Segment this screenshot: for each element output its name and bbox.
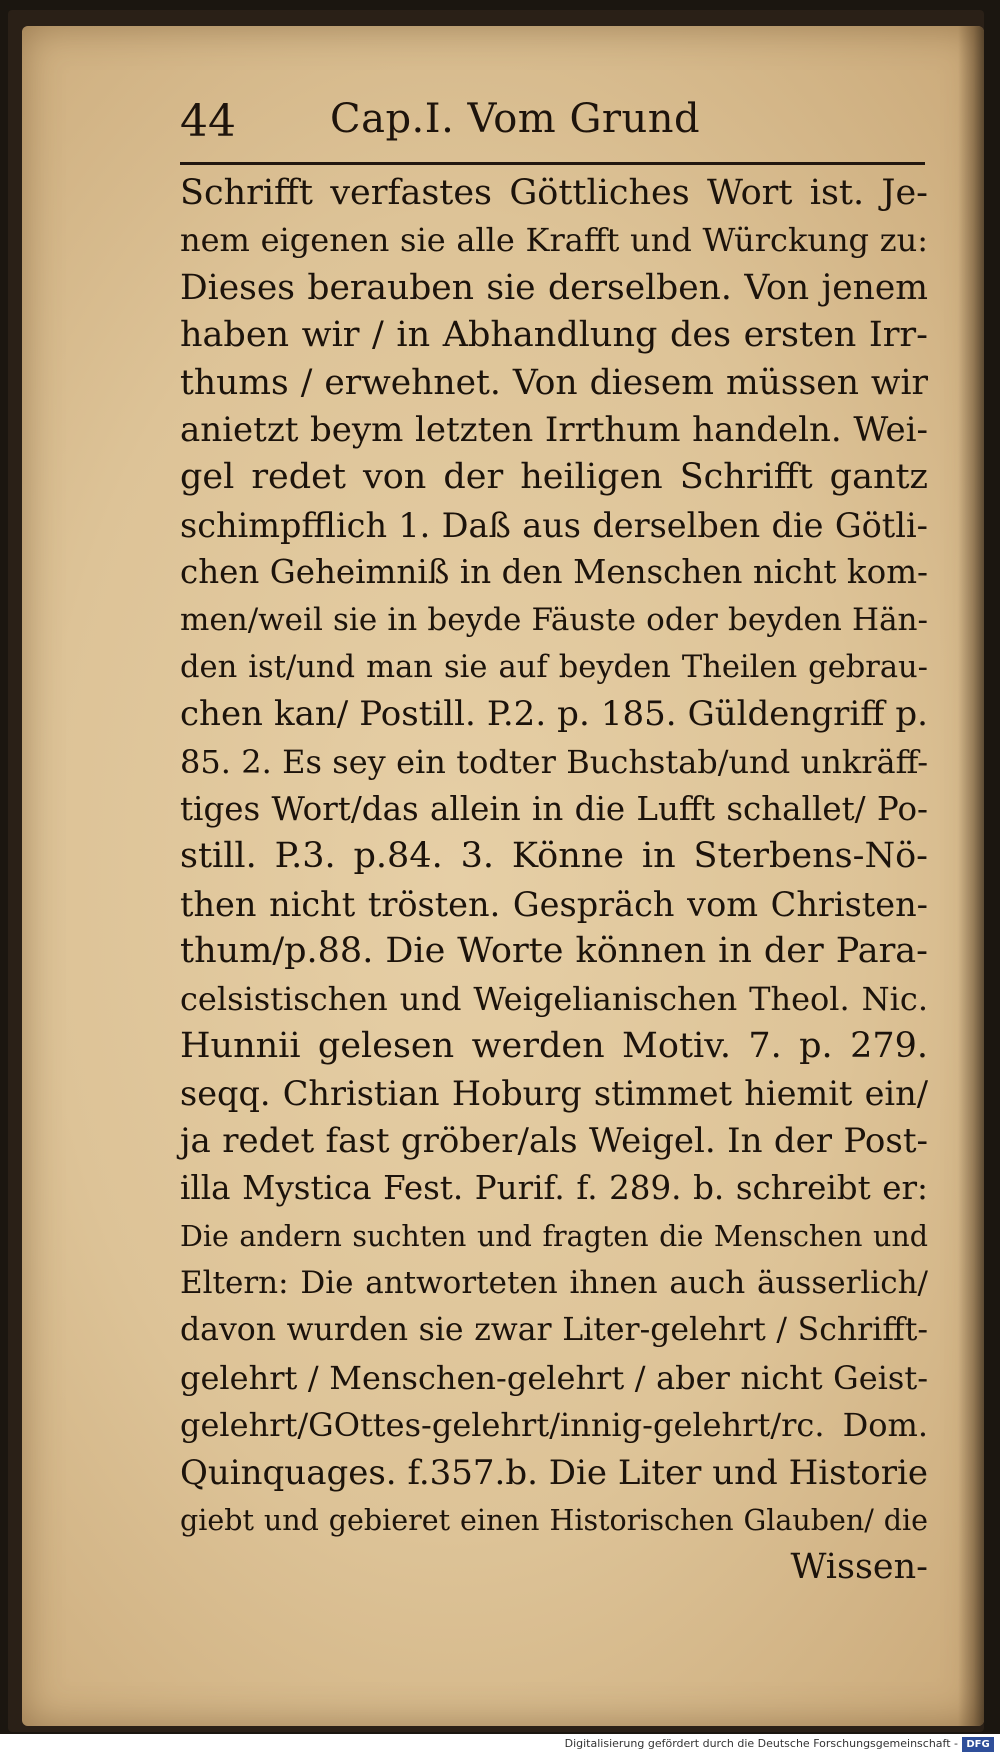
text-line: giebt und gebieret einen Historischen Glauben/ die bbox=[180, 1503, 928, 1537]
text-line: gelehrt/GOttes-gelehrt/innig-gelehrt/rc. Dom. bbox=[180, 1406, 928, 1445]
text-line: celsistischen und Weigelianischen Theol. Nic. bbox=[180, 979, 928, 1018]
text-line: chen Geheimniß in den Menschen nicht kom- bbox=[180, 553, 928, 592]
dfg-logo: DFG bbox=[962, 1737, 994, 1752]
text-line: schimpfflich 1. Daß aus derselben die Götli- bbox=[180, 505, 928, 545]
text-line: ja redet fast gröber/als Weigel. In der Post- bbox=[180, 1120, 928, 1161]
catchword: Wissen- bbox=[790, 1547, 928, 1588]
text-line: nem eigenen sie alle Krafft und Würckung zu: bbox=[180, 221, 928, 260]
page-header bbox=[180, 90, 940, 160]
funding-note: Digitalisierung gefördert durch die Deutsche Forschungsgemeinschaft - bbox=[564, 1737, 958, 1750]
text-line: gelehrt / Menschen-gelehrt / aber nicht Geist- bbox=[180, 1358, 928, 1397]
text-line: den ist/und man sie auf beyden Theilen gebrau- bbox=[180, 649, 928, 685]
text-line: gel redet von der heiligen Schrifft gantz bbox=[180, 457, 928, 498]
text-line: seqq. Christian Hoburg stimmet hiemit ein/ bbox=[180, 1074, 928, 1114]
page-number: 44 bbox=[180, 96, 236, 147]
text-line: still. P.3. p.84. 3. Könne in Sterbens-Nö- bbox=[180, 836, 928, 877]
text-line: chen kan/ Postill. P.2. p. 185. Güldengriff p. bbox=[180, 694, 928, 735]
text-line: 85. 2. Es sey ein todter Buchstab/und unkräff- bbox=[180, 742, 928, 781]
running-head: Cap.I. Vom Grund bbox=[330, 96, 701, 142]
text-line: Eltern: Die antworteten ihnen auch äusserlich/ bbox=[180, 1264, 928, 1301]
footer-bar bbox=[0, 1734, 1000, 1757]
text-line: haben wir / in Abhandlung des ersten Irr- bbox=[180, 315, 928, 356]
text-line: Die andern suchten und fragten die Menschen und bbox=[180, 1219, 928, 1253]
text-line: thum/p.88. Die Worte können in der Para- bbox=[180, 931, 928, 972]
text-line: Quinquages. f.357.b. Die Liter und Historie bbox=[180, 1452, 928, 1493]
text-line: Schrifft verfastes Göttliches Wort ist. Je- bbox=[180, 173, 928, 213]
text-line: anietzt beym letzten Irrthum handeln. Wei- bbox=[180, 409, 928, 450]
body-text bbox=[180, 170, 928, 1592]
text-line: then nicht trösten. Gespräch vom Christen- bbox=[180, 884, 928, 924]
text-line: thums / erwehnet. Von diesem müssen wir bbox=[180, 362, 928, 403]
text-line: men/weil sie in beyde Fäuste oder beyden Hän- bbox=[180, 601, 928, 638]
text-line: Hunnii gelesen werden Motiv. 7. p. 279. bbox=[180, 1026, 928, 1067]
page-gutter-shadow bbox=[958, 26, 984, 1726]
text-line: Dieses berauben sie derselben. Von jenem bbox=[180, 267, 928, 308]
text-line: tiges Wort/das allein in die Lufft schallet/ Po- bbox=[180, 790, 928, 829]
text-line: davon wurden sie zwar Liter-gelehrt / Schrifft- bbox=[180, 1312, 928, 1349]
text-line: illa Mystica Fest. Purif. f. 289. b. schreibt er: bbox=[180, 1169, 928, 1208]
header-rule bbox=[180, 162, 925, 165]
